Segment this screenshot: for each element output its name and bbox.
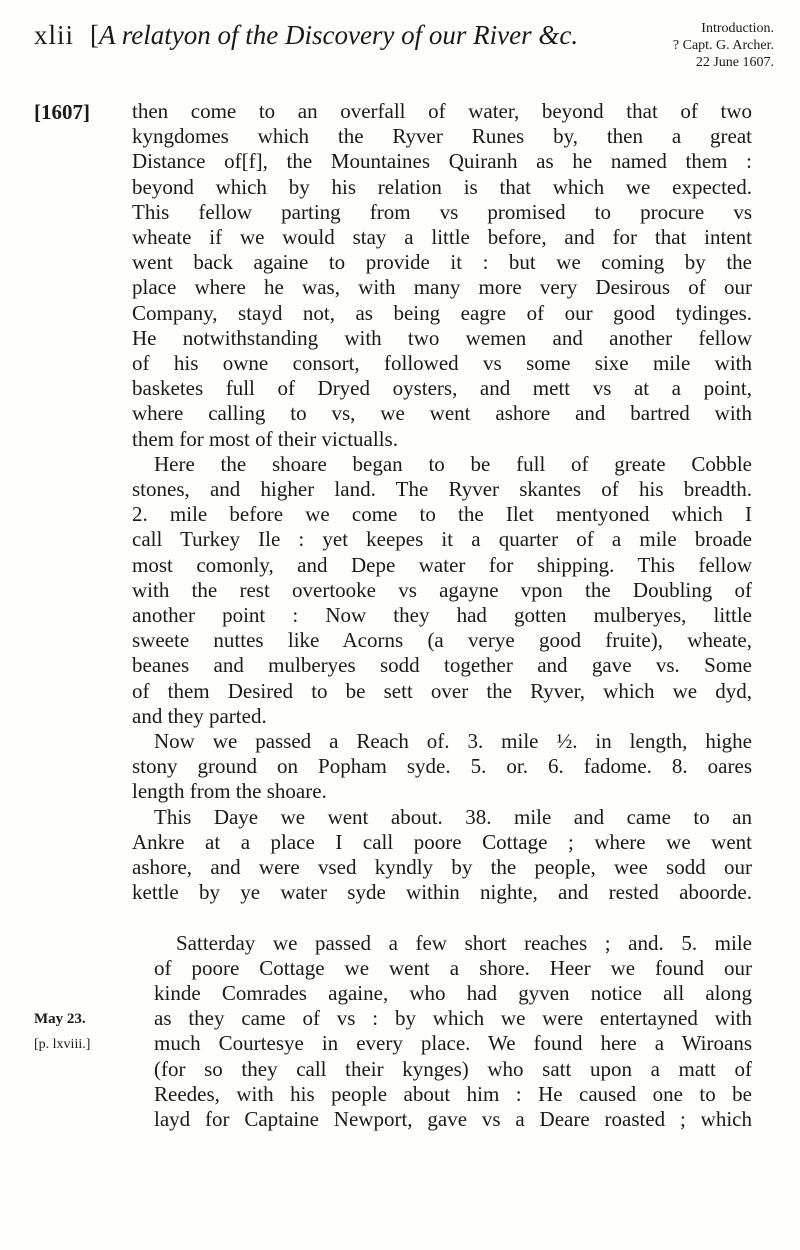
text-line: call Turkey Ile : yet keepes it a quarter of a mile broade bbox=[132, 527, 752, 552]
text-line: wheate if we would stay a little before, and for that intent bbox=[132, 225, 752, 250]
text-line: ashore, and were vsed kyndly by the people, wee sodd our bbox=[132, 855, 752, 880]
text-line: much Courtesye in every place. We found here a Wiroans bbox=[154, 1031, 752, 1056]
text-line: kettle by ye water syde within nighte, and rested aboorde. bbox=[132, 880, 752, 905]
text-line: of them Desired to be sett over the Ryver, which we dyd, bbox=[132, 678, 752, 703]
running-title: [A relatyon of the Discovery of our River &c. bbox=[90, 20, 579, 50]
text-line: them for most of their victualls. bbox=[132, 426, 398, 451]
text-line: This Daye we went about. 38. mile and came to an bbox=[154, 804, 752, 829]
text-line: kinde Comrades againe, who had gyven notice all along bbox=[154, 980, 752, 1005]
text-line: of his owne consort, followed vs some sixe mile with bbox=[132, 351, 752, 376]
text-line: of poore Cottage we went a shore. Heer we found our bbox=[154, 955, 752, 980]
paragraph bbox=[132, 931, 752, 1133]
page-number: xlii bbox=[34, 20, 75, 50]
text-line: another point : Now they had gotten mulberyes, little bbox=[132, 603, 752, 628]
header-side-note bbox=[624, 20, 774, 71]
paragraph bbox=[132, 452, 752, 729]
text-line: then come to an overfall of water, beyond that of two bbox=[132, 99, 752, 123]
paragraph bbox=[132, 805, 752, 906]
text-line: layd for Captaine Newport, gave vs a Deare roasted ; which bbox=[154, 1106, 752, 1131]
text-line: basketes full of Dryed oysters, and mett vs at a point, bbox=[132, 376, 752, 401]
text-line: kyngdomes which the Ryver Runes by, then a great bbox=[132, 124, 752, 149]
text-line: Here the shoare began to be full of greate Cobble bbox=[154, 451, 752, 476]
text-line: Now we passed a Reach of. 3. mile ½. in length, highe bbox=[154, 729, 752, 754]
margin-date: May 23. bbox=[34, 1011, 86, 1027]
running-header bbox=[34, 20, 774, 90]
header-side-line-1: Introduction. bbox=[701, 21, 774, 36]
text-line: with the rest overtooke vs agayne vpon the Doubling of bbox=[132, 577, 752, 602]
paragraph bbox=[132, 99, 752, 452]
text-line: sweete nuttes like Acorns (a verye good fruite), wheate, bbox=[132, 628, 752, 653]
paragraph bbox=[132, 729, 752, 805]
text-line: Satterday we passed a few short reaches ; and. 5. mile bbox=[176, 930, 752, 955]
text-line: most comonly, and Depe water for shipping. This fellow bbox=[132, 552, 752, 577]
header-side-line-2: ? Capt. G. Archer. bbox=[672, 38, 774, 53]
text-line: beyond which by his relation is that which we expected. bbox=[132, 174, 752, 199]
margin-page-ref: [p. lxviii.] bbox=[34, 1037, 91, 1052]
text-line: Ankre at a place I call poore Cottage ; where we went bbox=[132, 829, 752, 854]
text-line: This fellow parting from vs promised to procure vs bbox=[132, 199, 752, 224]
running-title-text: A relatyon of the Discovery of our River &c. bbox=[99, 20, 579, 50]
text-line: went back againe to provide it : but we coming by the bbox=[132, 250, 752, 275]
text-line: He notwithstanding with two wemen and another fellow bbox=[132, 325, 752, 350]
text-line: (for so they call their kynges) who satt upon a matt of bbox=[154, 1056, 752, 1081]
body-text bbox=[132, 99, 752, 1132]
text-line: as they came of vs : by which we were entertayned with bbox=[154, 1006, 752, 1031]
text-line: stones, and higher land. The Ryver skantes of his breadth. bbox=[132, 477, 752, 502]
text-line: Company, stayd not, as being eagre of our good tydinges. bbox=[132, 300, 752, 325]
text-line: length from the shoare. bbox=[132, 779, 327, 804]
text-line: and they parted. bbox=[132, 703, 267, 728]
margin-year: [1607] bbox=[34, 100, 90, 124]
text-line: stony ground on Popham syde. 5. or. 6. fadome. 8. oares bbox=[132, 754, 752, 779]
text-line: beanes and mulberyes sodd together and gave vs. Some bbox=[132, 653, 752, 678]
text-line: where calling to vs, we went ashore and bartred with bbox=[132, 401, 752, 426]
text-line: Reedes, with his people about him : He caused one to be bbox=[154, 1081, 752, 1106]
header-side-line-3: 22 June 1607. bbox=[695, 55, 774, 70]
text-line: Distance of[f], the Mountaines Quiranh as he named them : bbox=[132, 149, 752, 174]
text-line: 2. mile before we come to the Ilet mentyoned which I bbox=[132, 502, 752, 527]
text-line: place where he was, with many more very Desirous of our bbox=[132, 275, 752, 300]
